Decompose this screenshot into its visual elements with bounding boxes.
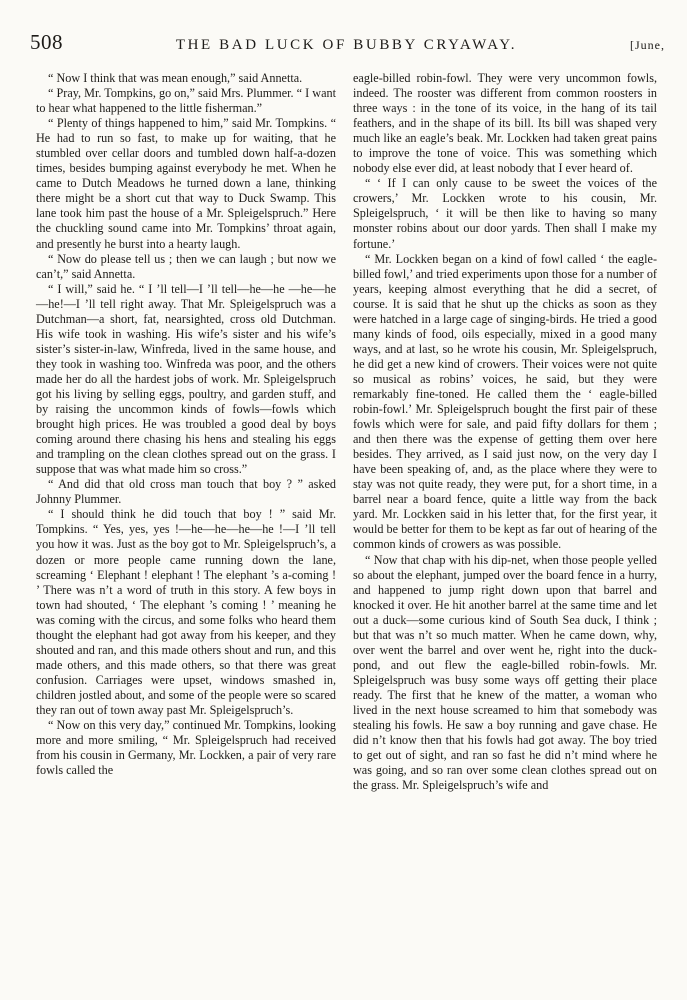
paragraph: “ Now I think that was mean enough,” said Annetta. — [48, 71, 303, 85]
paragraph: “ Now that chap with his dip-net, when those people yelled so about the elephant, jumped over the board fence in a hurry, and happened to jump right down upon that barrel and knocked it over. He hit another barrel at the same time and let out a duck—some curious kind of South Sea duck, I think ; but that was n’t so much matter. When he came down, why, over went the barrel and over went he, right into the duck-pond, and out flew the eagle-billed robin-fowls. Mr. Spleigelspruch was busy some ways off getting their place ready. The first that he knew of the matter, a woman who lived in the next house screamed to him that somebody was stealing his fowls. He saw a boy running and gave chase. He did n’t know then that his fowls had got away. The boy tried to get out of sight, and ran so fast he did n’t mind where he was going, and so ran over some clean clothes spread out on the grass. Mr. Spleigelspruch’s wife and — [353, 552, 657, 793]
paragraph: “ I should think he did touch that boy ! ” said Mr. Tompkins. “ Yes, yes, yes !—he—he—he—he !—I ’ll tell you how it was. Just as the boy got to Mr. Spleigelspruch’s, a dozen or more people came running down the lane, screaming ‘ Elephant ! elephant ! The elephant ’s a-coming ! ’ There was n’t a word of truth in this story. A few boys in town had shouted, ‘ The elephant ’s coming ! ’ meaning he was coming with the circus, and some folks who heard them thought the elephant had got away from his keeper, and they shouted and ran, and this made others shout and run, and this made others, and this made others, so that there was great confusion. Carriages were upset, windows smashed in, children jostled about, and some of the people were so scared they ran out of town away past Mr. Spleigelspruch’s. — [36, 507, 336, 717]
paragraph: “ And did that old cross man touch that boy ? ” asked Johnny Plummer. — [36, 477, 336, 507]
paragraph: “ Plenty of things happened to him,” said Mr. Tompkins. “ He had to run so fast, to make up for waiting, that he stumbled over cellar doors and tumbled down half-a-dozen times, besides bumping against everybody he met. When he came to Dutch Meadows he turned down a lane, thinking there might be a short cut that way to Duck Swamp. This lane took him past the house of a Mr. Spleigelspruch.” Here the chuckling sound came into Mr. Tompkins’ throat again, and presently he burst into a hearty laugh. — [36, 116, 336, 251]
running-title: THE BAD LUCK OF BUBBY CRYAWAY. — [175, 37, 518, 53]
paragraph: “ ‘ If I can only cause to be sweet the voices of the crowers,’ Mr. Lockken wrote to his cousin, Mr. Spleigelspruch, ‘ it will be then like to having so many monster robins about our door yards. Then shall I make my fortune.’ — [353, 176, 657, 251]
paragraph: eagle-billed robin-fowl. They were very uncommon fowls, indeed. The rooster was different from common roosters in three ways : in the tone of its voice, in the hang of its tail feathers, and in the shape of its bill. Its bill was shaped very much like an eagle’s beak. Mr. Lockken had taken great pains to improve the tone of voice. This was something which nobody else ever did, at least nobody that I ever heard of. — [353, 71, 657, 176]
paragraph: “ Pray, Mr. Tompkins, go on,” said Mrs. Plummer. “ I want to hear what happened to the little fisherman.” — [36, 86, 336, 116]
page-header — [30, 30, 665, 56]
paragraph: “ Now do please tell us ; then we can laugh ; but now we can’t,” said Annetta. — [36, 251, 336, 281]
paragraph: “ Now on this very day,” continued Mr. Tompkins, looking more and more smiling, “ Mr. Spleigelspruch had received from his cousin in Germany, Mr. Lockken, a pair of very rare fowls called the — [36, 718, 336, 778]
paragraph: “ I will,” said he. “ I ’ll tell—I ’ll tell—he—he —he—he—he!—I ’ll tell right away. That Mr. Spleigelspruch was a Dutchman—a short, fat, nearsighted, cross old Dutchman. His wife took in washing. His wife’s sister and his wife’s sister’s sister-in-law, Winfreda, lived in the same house, and they took in washing too. Winfreda was poor, and the others made her do all the hardest jobs of work. Mr. Spleigelspruch got his living by selling eggs, poultry, and garden stuff, and by raising the uncommon kinds of fowls—fowls which brought high prices. He was troubled a good deal by boys coming around there chasing his hens and stealing his eggs and trampling on the clean clothes spread out on the grass. I suppose that was what made him so cross.” — [36, 281, 336, 477]
page-number: 508 — [30, 30, 63, 54]
paragraph: “ Mr. Lockken began on a kind of fowl called ‘ the eagle-billed fowl,’ and tried experiments upon those for a number of years, keeping almost everything that he did a secret, of course. It is said that he shut up the chicks as soon as they were hatched in a large cage of singing-birds. He tried a good many kinds of food, oils especially, mixed in a good many ways, and at last, so he wrote his cousin, Mr. Spleigelspruch, he did get a new kind of crowers. Their voices were not quite so musical as robins’ voices, he said, but they were remarkably fine-toned. He called them the ‘ eagle-billed robin-fowl.’ Mr. Spleigelspruch bought the first pair of these fowls which were for sale, and paid fifty dollars for them ; and then there was the expense of getting them over here besides. They arrived, as I said just now, on the very day I have been speaking of, and, as the place where they were to stay was not quite ready, they were put, for a short time, in a barrel near a board fence, quite a little way from the back yard. Mr. Lockken said in his letter that, for the first year, it would be better for them to be kept as far out of hearing of the common kinds of crowers as was possible. — [353, 251, 657, 552]
issue-month: [June, — [629, 38, 665, 52]
right-column — [353, 71, 657, 793]
left-column — [36, 71, 336, 778]
